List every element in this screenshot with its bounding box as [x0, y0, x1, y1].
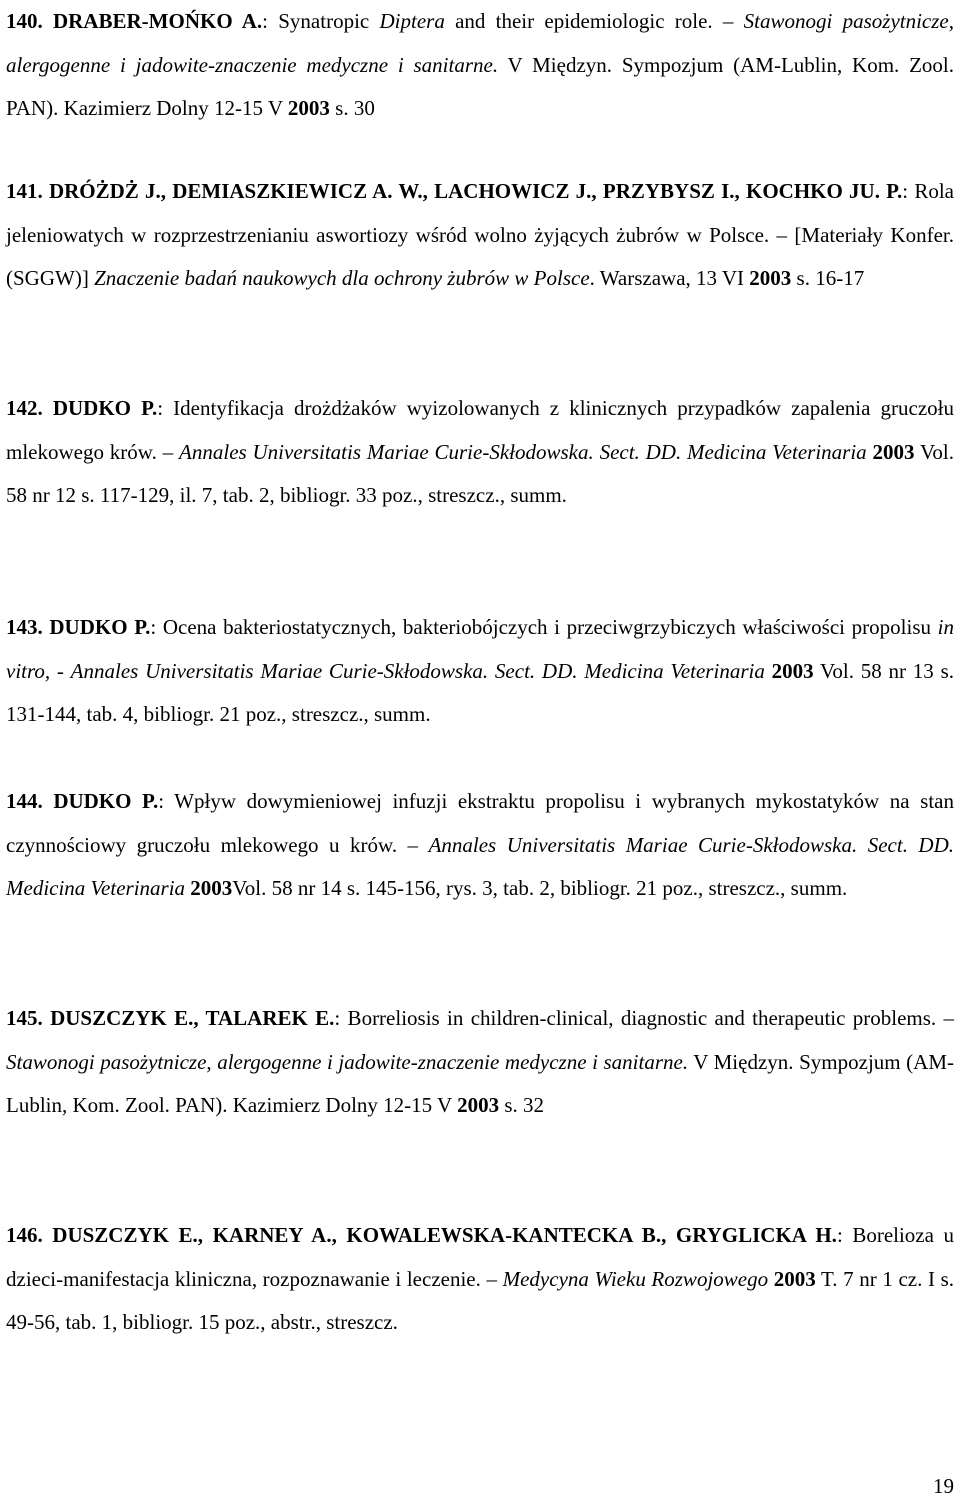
- bibliography-entry-143: [6, 606, 954, 737]
- entry-text: Vol. 58 nr 14 s. 145-156, rys. 3, tab. 2, bibliogr. 21 poz., streszcz., summ.: [232, 876, 848, 900]
- page-number: 19: [933, 1474, 954, 1498]
- entry-italic-text: in vitro,: [6, 615, 954, 683]
- entry-bold-text: 2003: [773, 1266, 816, 1291]
- entry-text: : Ocena bakteriostatycznych, bakteriobójczych i przeciwgrzybiczych właściwości propolisu: [150, 615, 938, 639]
- entry-text: and their epidemiologic role. –: [444, 9, 744, 33]
- entry-text: [765, 659, 772, 683]
- entry-text: : Synatropic: [262, 9, 380, 33]
- entry-italic-text: Stawonogi pasożytnicze, alergogenne i jadowite-znaczenie medyczne i sanitarne.: [6, 1049, 689, 1074]
- entry-text: : Rola jeleniowatych w rozprzestrzenianiu aswortiozy wśród wolno żyjących żubrów w Polsce. – [Materiały Konfer. (SGGW)]: [6, 179, 954, 290]
- entry-text: : Identyfikacja drożdżaków wyizolowanych z klinicznych przypadków zapalenia gruczołu mlekowego krów. –: [6, 396, 954, 464]
- entry-bold-text: 2003: [190, 876, 233, 900]
- entry-bold-text: 143. DUDKO P.: [6, 615, 151, 639]
- entry-italic-text: Diptera: [379, 9, 445, 33]
- entry-bold-text: 144. DUDKO P.: [6, 789, 159, 813]
- bibliography-entry-140: [6, 0, 954, 131]
- entry-bold-text: 2003: [749, 266, 792, 290]
- entry-bold-text: 142. DUDKO P.: [6, 396, 158, 420]
- entry-text: -: [50, 658, 71, 683]
- entry-text: s. 30: [329, 96, 375, 120]
- entry-text: : Wpływ dowymieniowej infuzji ekstraktu propolisu i wybranych mykostatyków na stan czynnościowy gruczołu mlekowego u krów. –: [6, 789, 954, 857]
- entry-italic-text: Medycyna Wieku Rozwojowego: [502, 1266, 769, 1291]
- entry-italic-text: Znaczenie badań naukowych dla ochrony żubrów w Polsce: [94, 266, 590, 290]
- entry-italic-text: Annales Universitatis Mariae Curie-Skłodowska. Sect. DD. Medicina Veterinaria: [6, 832, 955, 900]
- entry-text: s. 32: [499, 1093, 545, 1117]
- bibliography-entry-146: [6, 1214, 954, 1345]
- entry-bold-text: 146. DUSZCZYK E., KARNEY A., KOWALEWSKA-KANTECKA B., GRYGLICKA H.: [6, 1223, 837, 1247]
- entry-text: V Międzyn. Sympozjum (AM-Lublin, Kom. Zool. PAN). Kazimierz Dolny 12-15 V: [6, 1049, 954, 1117]
- entry-bold-text: 145. DUSZCZYK E., TALAREK E.: [6, 1006, 335, 1030]
- entry-italic-text: Stawonogi pasożytnicze, alergogenne i jadowite-znaczenie medyczne i sanitarne.: [6, 9, 954, 77]
- bibliography-entry-144: [6, 780, 954, 911]
- entry-bold-text: 2003: [457, 1093, 500, 1117]
- bibliography-entry-145: [6, 997, 954, 1128]
- entry-bold-text: 140. DRABER-MOŃKO A.: [6, 9, 263, 33]
- entry-text: V Międzyn. Sympozjum (AM-Lublin, Kom. Zool. PAN). Kazimierz Dolny 12-15 V: [6, 52, 955, 120]
- entry-italic-text: Annales Universitatis Mariae Curie-Skłodowska. Sect. DD. Medicina Veterinaria: [179, 439, 867, 464]
- entry-text: . Warszawa, 13 VI: [589, 266, 750, 290]
- entry-text: Vol. 58 nr 13 s. 131-144, tab. 4, bibliogr. 21 poz., streszcz., summ.: [6, 658, 954, 726]
- entry-text: : Borreliosis in children-clinical, diagnostic and therapeutic problems. –: [334, 1006, 954, 1030]
- entry-text: Vol. 58 nr 12 s. 117-129, il. 7, tab. 2, bibliogr. 33 poz., streszcz., summ.: [6, 439, 955, 507]
- bibliography-entry-141: [6, 170, 954, 301]
- entry-bold-text: 2003: [287, 96, 330, 120]
- bibliography-entry-142: [6, 387, 954, 518]
- entry-text: : Borelioza u dzieci-manifestacja kliniczna, rozpoznawanie i leczenie. –: [6, 1223, 954, 1291]
- entry-italic-text: Annales Universitatis Mariae Curie-Skłodowska. Sect. DD. Medicina Veterinaria: [70, 658, 765, 683]
- entry-text: s. 16-17: [791, 266, 865, 290]
- entry-bold-text: 141. DRÓŻDŻ J., DEMIASZKIEWICZ A. W., LACHOWICZ J., PRZYBYSZ I., KOCHKO JU. P.: [6, 179, 903, 203]
- entry-bold-text: 2003: [872, 439, 915, 464]
- entry-text: T. 7 nr 1 cz. I s. 49-56, tab. 1, bibliogr. 15 poz., abstr., streszcz.: [6, 1266, 954, 1334]
- entry-bold-text: 2003: [771, 658, 814, 683]
